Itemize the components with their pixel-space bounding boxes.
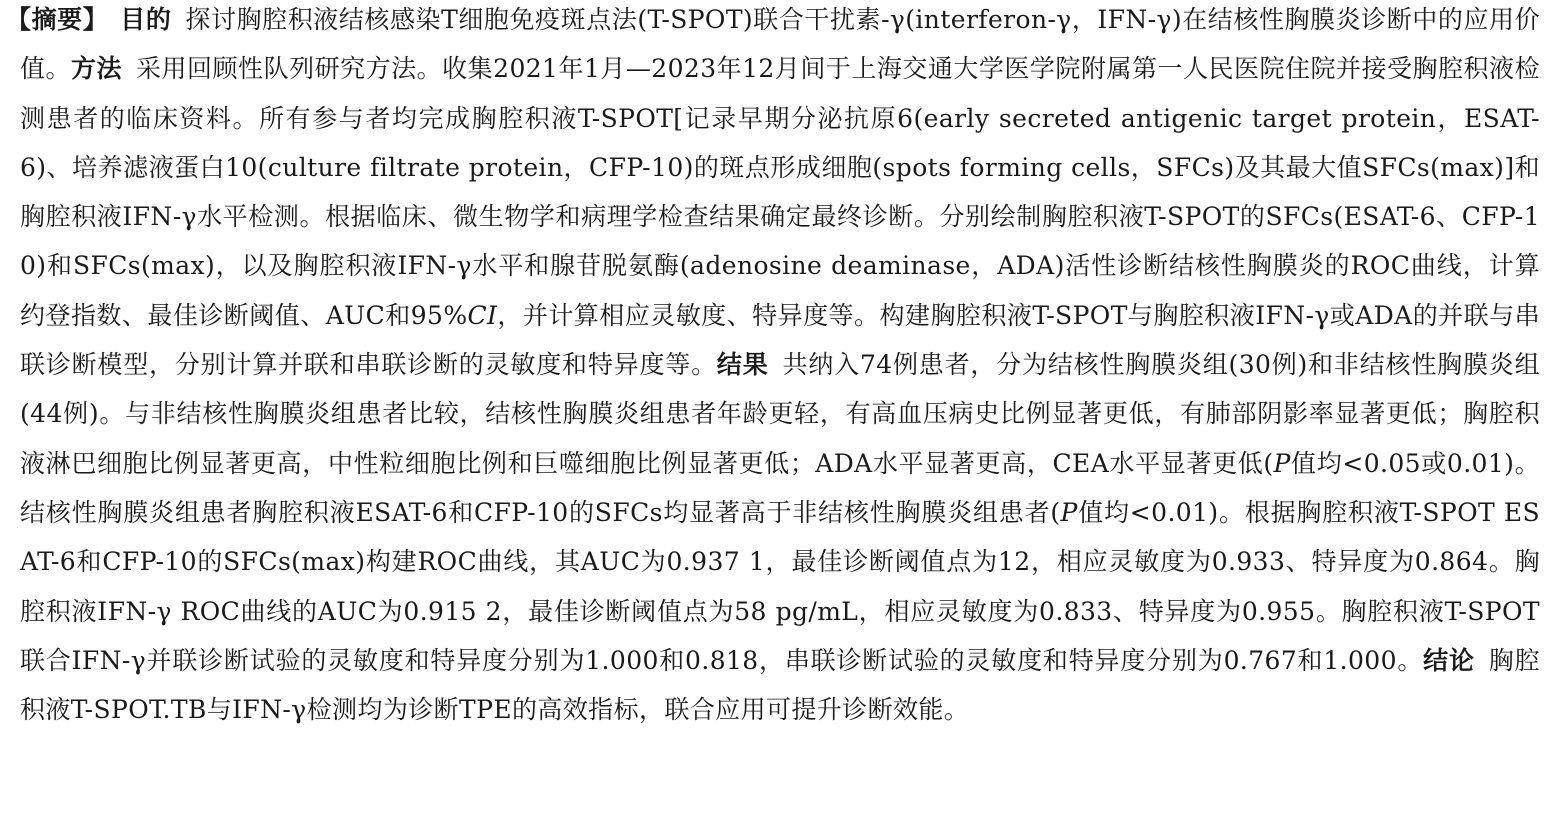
methods-heading: 方法 bbox=[71, 54, 123, 84]
results-heading: 结果 bbox=[716, 350, 769, 380]
abstract-lead-label: 【摘要】 bbox=[6, 5, 109, 34]
objective-heading: 目的 bbox=[120, 5, 172, 34]
methods-text-part-2: ，并计算相应灵敏度、特异度等。构建胸腔积液T-SPOT与胸腔积液IFN-γ或ADA的并联与串联诊断模型，分别计算并联和串联诊断的灵敏度和特异度等。 bbox=[20, 300, 1540, 380]
methods-text-part-1: 采用回顾性队列研究方法。收集2021年1月—2023年12月间于上海交通大学医学院附属第一人民医院住院并接受胸腔积液检测患者的临床资料。所有参与者均完成胸腔积液T-SPOT[记录早期分泌抗原6(early secreted antigenic target protein，ESAT-6)、培养滤液蛋白10(culture filtrate protein，CFP-10)的斑点形成细胞(spots forming cells，SFCs)及其最大值SFCs(max)]和胸腔积液IFN-γ水平检测。根据临床、微生物学和病理学检查结果确定最终诊断。分别绘制胸腔积液T-SPOT的SFCs(ESAT-6、CFP-10)和SFCs(max)，以及胸腔积液IFN-γ水平和腺苷脱氨酶(adenosine deaminase，ADA)活性诊断结核性胸膜炎的ROC曲线，计算约登指数、最佳诊断阈值、AUC和95% bbox=[20, 54, 1540, 330]
abstract-paragraph bbox=[6, 0, 1540, 734]
conclusion-text: 胸腔积液T-SPOT.TB与IFN-γ检测均为诊断TPE的高效指标，联合应用可提升诊断效能。 bbox=[20, 645, 1540, 725]
results-text-part-3: 值均<0.01)。根据胸腔积液T-SPOT ESAT-6和CFP-10的SFCs(max)构建ROC曲线，其AUC为0.937 1，最佳诊断阈值点为12，相应灵敏度为0.933、特异度为0.864。胸腔积液IFN-γ ROC曲线的AUC为0.915 2，最佳诊断阈值点为58 pg/mL，相应灵敏度为0.833、特异度为0.955。胸腔积液T-SPOT联合IFN-γ并联诊断试验的灵敏度和特异度分别为1.000和0.818，串联诊断试验的灵敏度和特异度分别为0.767和1.000。 bbox=[20, 497, 1540, 675]
results-p-symbol-2: P bbox=[1060, 497, 1078, 527]
methods-ci-label: CI bbox=[467, 300, 498, 330]
results-text-part-1: 共纳入74例患者，分为结核性胸膜炎组(30例)和非结核性胸膜炎组(44例)。与非结核性胸膜炎组患者比较，结核性胸膜炎组患者年龄更轻，有高血压病史比例显著更低，有肺部阴影率显著更低；胸腔积液淋巴细胞比例显著更高，中性粒细胞比例和巨噬细胞比例显著更低；ADA水平显著更高，CEA水平显著更低( bbox=[20, 350, 1540, 478]
objective-text: 探讨胸腔积液结核感染T细胞免疫斑点法(T-SPOT)联合干扰素-γ(interferon-γ，IFN-γ)在结核性胸膜炎诊断中的应用价值。 bbox=[20, 5, 1540, 84]
conclusion-heading: 结论 bbox=[1423, 645, 1475, 675]
results-p-symbol-1: P bbox=[1273, 448, 1291, 478]
results-text-part-2: 值均<0.05或0.01)。结核性胸膜炎组患者胸腔积液ESAT-6和CFP-10的SFCs均显著高于非结核性胸膜炎组患者( bbox=[20, 448, 1540, 527]
